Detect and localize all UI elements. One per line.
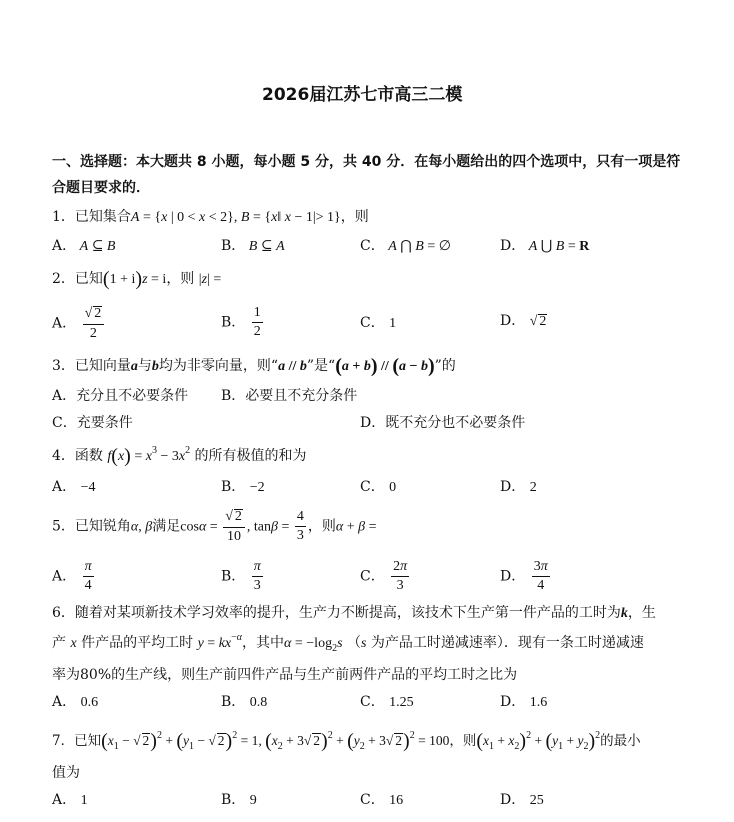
question-5-option-c: C． $\frac{2\pi}{3}$ — [360, 559, 408, 593]
question-7-stem: 7．已知($x_1$ − √ $2)^2 + (y_1$ − √ 2)$^2$ = 1, ($x_2 + 3√$ $2)^2 + (y_2 + 3√$ 2)$^2$ = 100，则$(x_1 + x_2)^2 + (y_1 + y_2)^2$的最小 — [52, 730, 641, 752]
section-header-line2: 合题目要求的． — [52, 180, 150, 196]
question-6-option-b: B． 0.8 — [221, 694, 268, 710]
question-6-line2: 产 x 件产品的平均工时 $y = kx^{-\alpha}$，其中$\alpha = -\log_2s$ （s 为产品工时递减速率）．现有一条工时递减速 — [52, 632, 644, 654]
question-7-option-c: C． 16 — [360, 792, 404, 808]
question-5-option-a: A． $\frac{\pi}{4}$ — [52, 559, 92, 593]
question-2-option-a: A． $\frac{√ 2}{2}$ — [52, 306, 106, 341]
question-3-option-a: A．充分且不必要条件 — [52, 388, 189, 404]
question-2-stem: 2．已知(1 + i)z = i，则 |z| = — [52, 268, 222, 290]
question-6-line1: 6．随着对某项新技术学习效率的提升，生产力不断提高，该技术下生产第一件产品的工时为k，生 — [52, 605, 656, 621]
question-6-option-a: A． 0.6 — [52, 694, 99, 710]
question-4-option-a: A． −4 — [52, 479, 96, 495]
question-7-line2: 值为 — [52, 765, 80, 781]
question-5-stem: 5．已知锐角α, β满足cosα = $\frac{√ 2}{10}$ , tanβ = $\frac{4}{3}$ ，则α + β = — [52, 508, 377, 544]
question-1-option-c: C． A ⋂ B = ∅ — [360, 238, 451, 254]
question-1-option-b: B． B ⊆ A — [221, 238, 285, 254]
question-4-option-c: C． 0 — [360, 479, 397, 495]
question-3-option-b: B．必要且不充分条件 — [221, 388, 358, 404]
question-5-option-d: D． $\frac{3\pi}{4}$ — [500, 559, 548, 593]
question-2-option-d: D． √ 2 — [500, 313, 547, 329]
section-header-line1: 一、选择题：本大题共 8 小题，每小题 5 分，共 40 分．在每小题给出的四个选项中，只有一项是符 — [52, 154, 681, 170]
question-1-option-d: D． A ⋃ B = R — [500, 238, 590, 254]
question-3-option-c: C．充要条件 — [52, 415, 133, 431]
question-7-option-d: D． 25 — [500, 792, 544, 808]
question-6-option-d: D． 1.6 — [500, 694, 548, 710]
question-2-option-b: B． $\frac{1}{2}$ — [221, 305, 261, 339]
question-5-option-b: B． $\frac{\pi}{3}$ — [221, 559, 261, 593]
page-title: 2026届江苏七市高三二模 — [262, 85, 463, 105]
question-7-option-a: A． 1 — [52, 792, 88, 808]
question-3-option-d: D．既不充分也不必要条件 — [360, 415, 526, 431]
question-2-option-c: C． 1 — [360, 315, 397, 331]
question-3-stem: 3．已知向量a与b均为非零向量，则“a // b”是“(a + b) // (a − b)”的 — [52, 355, 456, 377]
question-6-option-c: C． 1.25 — [360, 694, 414, 710]
question-1-option-a: A． A ⊆ B — [52, 238, 116, 254]
question-7-option-b: B． 9 — [221, 792, 257, 808]
question-1-stem: 1．已知集合A = {x | 0 < x < 2}, B = {x‖ x − 1|> 1}，则 — [52, 209, 369, 225]
question-6-line3: 率为80%的生产线，则生产前四件产品与生产前两件产品的平均工时之比为 — [52, 667, 518, 683]
question-4-stem: 4．函数 $f(x) = x^3 - 3x^2$ 的所有极值的和为 — [52, 445, 307, 467]
question-4-option-b: B． −2 — [221, 479, 265, 495]
question-4-option-d: D． 2 — [500, 479, 537, 495]
